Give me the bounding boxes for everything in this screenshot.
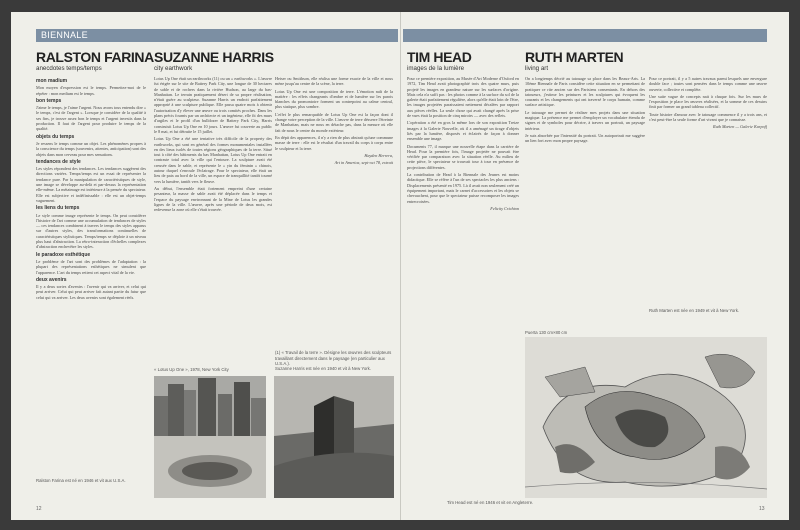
farina-paragraph-3: Je ressens le temps comme un objet. Les phénomènes propres à la conscience du temps (souvenirs, attentes, anticipation) sont des objets dans mon cerveau pour mes sensations. <box>36 140 146 157</box>
farina-paragraph-2: J'aime le temps, je l'aime l'argent. Nous avons tous entendu dire « le temps, c'est de l'argent ». Lorsque je considère de la qualité à ses fins, je trouve assez bon le temps et l'argent investis dans la production. Il faut de l'argent pour produire le temps de la qualité. <box>36 105 146 132</box>
farina-heading-2: bon temps <box>36 97 62 104</box>
head-signature: Felicity Crichton <box>490 205 519 211</box>
marten-drawing <box>525 337 767 498</box>
marten-drawing-image <box>525 337 767 498</box>
head-paragraph-3: Documents 77, il marque une nouvelle étape dans la carrière de Head. Pour la première fois, l'image projetée ne pouvait être vérifiée par comparaison avec la situation réelle. Au milieu de cette pièce, le spectateur se trouvait tour à tour en présence de projections différentes. <box>407 143 519 170</box>
artist-name-farina: RALSTON FARINA <box>36 49 154 65</box>
harris-cityscape-photo <box>154 376 266 498</box>
marten-paragraph-2: Le tatouage me permet de réaliser mes projets dans une situation magique. La présence me permet d'employer un vocabulaire étendu de signes et de symboles pour décrire, à travers un portrait, un paysage intérieur. <box>525 109 645 131</box>
head-paragraph-2: L'opération a été en gros la même lors de son exposition Treize images à la Galerie Nouvelle, où il a aménagé un tirage d'objets liés par la lumière, disposés et éclairés de façon à donner ensemble une image. <box>407 120 519 142</box>
farina-heading-4: tendances de style <box>36 158 81 165</box>
farina-paragraph-5: Le style comme image représente le temps. On peut considérer l'histoire de l'art comme une accumulation de tendances de styles — ces tendances combinent à travers le temps des styles apparus sur d'autres styles, des transformations continuelles de caractéristiques stylistiques. Temps/temps se déploie à un niveau plus haut d'abstraction. La rétro-interaction d'échelles complexes d'abstraction enchevêtre les styles. <box>36 212 146 250</box>
page-number-right: 13 <box>759 506 765 512</box>
section-band-left <box>36 29 398 42</box>
magazine-spread <box>11 12 789 520</box>
section-band-right <box>403 29 767 42</box>
artist-name-marten: RUTH MARTEN <box>525 49 624 65</box>
farina-heading-5: les liens du temps <box>36 205 80 212</box>
harris-earthwork-image <box>274 376 394 498</box>
farina-paragraph-6: Le problème de l'art sont des problèmes de l'adaptation : la plupart des représentations esthétiques ne simulent que l'apparence. L'art du temps retient cet aspect vital de la vie. <box>36 258 146 275</box>
farina-birth-note: Ralston Farina est né en 1946 et vit aux U.S.A. <box>36 478 126 483</box>
harris-earthwork-photo <box>274 376 394 498</box>
harris-birth-note: Suzanne Harris est née en 1940 et vit à New York. <box>275 366 372 371</box>
marten-paragraph-5: Une suite vague de concepts nait à chaque fois. Sur les murs de l'exposition je place les œuvres réalisées, et la somme de ces dessins finit par former un grand tableau collectif. <box>649 93 767 110</box>
farina-heading-1: mon madium <box>36 78 68 84</box>
marten-paragraph-3: Je suis absorbée par l'intensité du portrait. Un autoportrait me suggère un lien fort avec mon propre paysage. <box>525 132 645 144</box>
farina-heading-3: objets du temps <box>36 133 75 140</box>
harris-paragraph-6: En dépit des apparences, il n'y a rien de plus abstrait qu'une commune masse de terre : elle est le résultat d'un travail du corps à corps entre le sculpteur et la terre. <box>275 134 393 151</box>
marten-signature: Ruth Marten — Galerie Karpoff <box>713 124 767 130</box>
artist-subtitle-farina: anecdotes temps/temps <box>36 65 102 72</box>
marten-photo-caption: Puerta 130 cm×80 cm <box>525 330 568 335</box>
harris-text-column-1 <box>154 76 272 368</box>
section-title: BIENNALE <box>41 30 88 40</box>
artist-subtitle-harris: city earthwork <box>154 65 193 72</box>
harris-signature: Hayden Herrera, <box>364 152 393 158</box>
harris-source: Art in America, sept-oct 78, extrait <box>334 160 393 166</box>
harris-paragraph-3: Au début, l'ensemble était fortement empreint d'une certaine pesanteur, la masse de sable avait été déplacée dans le temps et l'espace du paysage environnant de la Mine de Lotus les grandes lignes de la ville. L'œuvre, après une période de deux mois, est redevenue la zone où elle s'était trouvée. <box>154 185 272 213</box>
marten-text-column-2 <box>649 76 767 304</box>
harris-text-column-2 <box>275 76 393 346</box>
harris-paragraph-4: Lotus Up One est une composition de terre. L'émotion naît de la matière : les effets changeants d'ombre et de lumière sur les parois blanches du promontoire forment un contrepoint au calme central, plus statique, plus sombre. <box>275 88 393 110</box>
harris-paragraph-2: Lotus Up One a été une tentative très difficile de la property des earthworks, qui sont en général des formes monumentales installées en des lieux isolés de toutes régions géographiques de la terre. Situé tout à côté des bâtiments du bas Manhattan, Lotus Up One entrait en contraste total avec la ville qui l'entoure. La sculpture avait été creusée dans le sable, et représente le « yin du féminin » chinois, autour duquel s'enroule l'éclairage. Pour le spectateur, elle était un lieu de paix au bord de la ville, un espace de tranquillité tantôt tourné vers la lumière, tantôt vers le fleuve. <box>154 136 272 184</box>
harris-cityscape-image <box>154 376 266 498</box>
harris-photo-caption: « Lotus Up One », 1978, New York City <box>154 367 229 372</box>
marten-paragraph-4: Pour ce portrait, il y a 5 autres travaux parmi lesquels une envergure double face ; toutes sont pensées dans le temps comme une œuvre ouverte, collective et complète. <box>649 76 767 92</box>
harris-paragraph-5: L'effet le plus remarquable de Lotus Up One est la façon dont il change votre perception de la ville. L'œuvre de terre désserre l'étreinte de Manhattan, mais ne nous en détache pas, dans la mesure où elle fait de nous le centre du monde extérieur. <box>275 111 393 133</box>
marten-text-column-1 <box>525 76 645 338</box>
harris-paragraph-1: Lotus Up One était un earthworks (11) ou un « earthworks ». L'œuvre fut érigée sur le site de Battery Park City, une longue de 30 hectares de sable et de rochers dans la rivière Hudson, au large du bas-Manhattan. Le terrain pratiquement désert de sa propre réalisation, n'était guère au sculpteur. Suzanne Harris un endroit parfaitement approprié à une sculpture publique. Elle passa quatre mois à obtenir l'autorisation d'y élever une œuvre ou trois comités proches. Dans les plans précis fournis par un architecte et un ingénieur, elle fit des murs d'argiles et le profil d'un bulldozer de Battery Park City, Harris construisit Lotus Up One en 10 jours. L'œuvre fut couverte au public le 8 mai, et fut détruite le 15 juillet. <box>154 76 272 134</box>
page-number-left: 12 <box>36 506 42 512</box>
marten-birth-note: Ruth Marten est née en 1949 et vit à New York. <box>649 308 740 313</box>
head-paragraph-1: Pour ce première exposition, au Musée d'Art Moderne d'Oxford en 1972, Tim Head avait photographié trois des quatre murs, puis projeté les images en grandeur nature sur les surfaces d'origine. Mais cela n'a suffi pas : les photos comme à la surface du sol de la galerie était parfaitement régulière, alors qu'elle était loin de l'être, les images projetées paraissaient nettement décalées par rapport aux pièces réelles. La seule chose qui avait changé après la prise de vues était la position de cinq miroirs — avec des reflets. <box>407 76 519 119</box>
artist-name-harris: SUZANNE HARRIS <box>154 49 274 65</box>
head-text-column <box>407 76 519 496</box>
artist-subtitle-marten: living art <box>525 65 549 72</box>
head-birth-note: Tim Head est né en 1946 et vit en Angleterre. <box>447 500 534 505</box>
artist-name-head: TIM HEAD <box>407 49 472 65</box>
marten-paragraph-1: On a longtemps décrié au tatouage sa place dans les Beaux-Arts. La 10ème Biennale de Paris considère cette situation en se permettant de pratiquer ce rite ancien sur des Parisiens consentants. En dehors des tatoueurs, j'estime les peintures et les sculptures qui évoquent les courants et les changements qui ont traversé le corps humain, comme surface artistique. <box>525 76 645 108</box>
harris-footnote: (1) « Travail de la terre ». Désigne les œuvres des sculpteurs travaillant directement dans le paysage (en particulier aux U.S.A.). <box>275 350 392 366</box>
page-gutter <box>400 12 401 520</box>
farina-heading-7: deux avenirs <box>36 276 67 283</box>
harris-quote-lead: Heiser ou Smithson, elle réalisa une forme exacte de la ville et nous mène jusqu'au centre de la scène, la terre. <box>275 76 393 87</box>
farina-paragraph-1: Mon moyen d'expression est le temps. Permettez-moi de le répéter : mon medium est le temps. <box>36 85 146 96</box>
head-paragraph-4: La contribution de Head à la Biennale des Jeunes est moins didactique. Elle se réfère à l'un de ses spectacles les plus anciens : Displacements présenté en 1975. Là il avait non seulement créé un équipement important, mais le carnet d'accessoires et les objets se chevauchent, pour que le spectateur puisse recomposer les images entrecroisées. <box>407 172 519 204</box>
farina-heading-6: le paradoxe esthétique <box>36 251 91 258</box>
farina-text-column <box>36 76 146 474</box>
artist-subtitle-head: images de la lumière <box>407 65 465 72</box>
farina-paragraph-4: Les styles répondent des tendances. Les tendances suggèrent des directions variées. Temps/temps est un essai de représenter la tendance pure. Par la manipulation de caractéristiques de style, une image se développe au-delà et par-dessus la représentation elle-même. La métaimage est intérieure à la pensée du spectateur. Elle est subjective et indéfinissable : elle est un objet-temps vaguement. <box>36 166 146 203</box>
farina-paragraph-7: Il y a deux sortes d'avenirs : l'avenir qui va arriver, et celui qui peut arriver. Celui qui peut arriver fait autant partie du futur que celui qui va arriver. Les deux avenirs sont également réels. <box>36 284 146 300</box>
marten-paragraph-6: Toute histoire d'amour avec le tatouage commence il y a trois ans, et c'est peut-être la seule forme d'art vivant que je connaisse. <box>649 111 767 123</box>
